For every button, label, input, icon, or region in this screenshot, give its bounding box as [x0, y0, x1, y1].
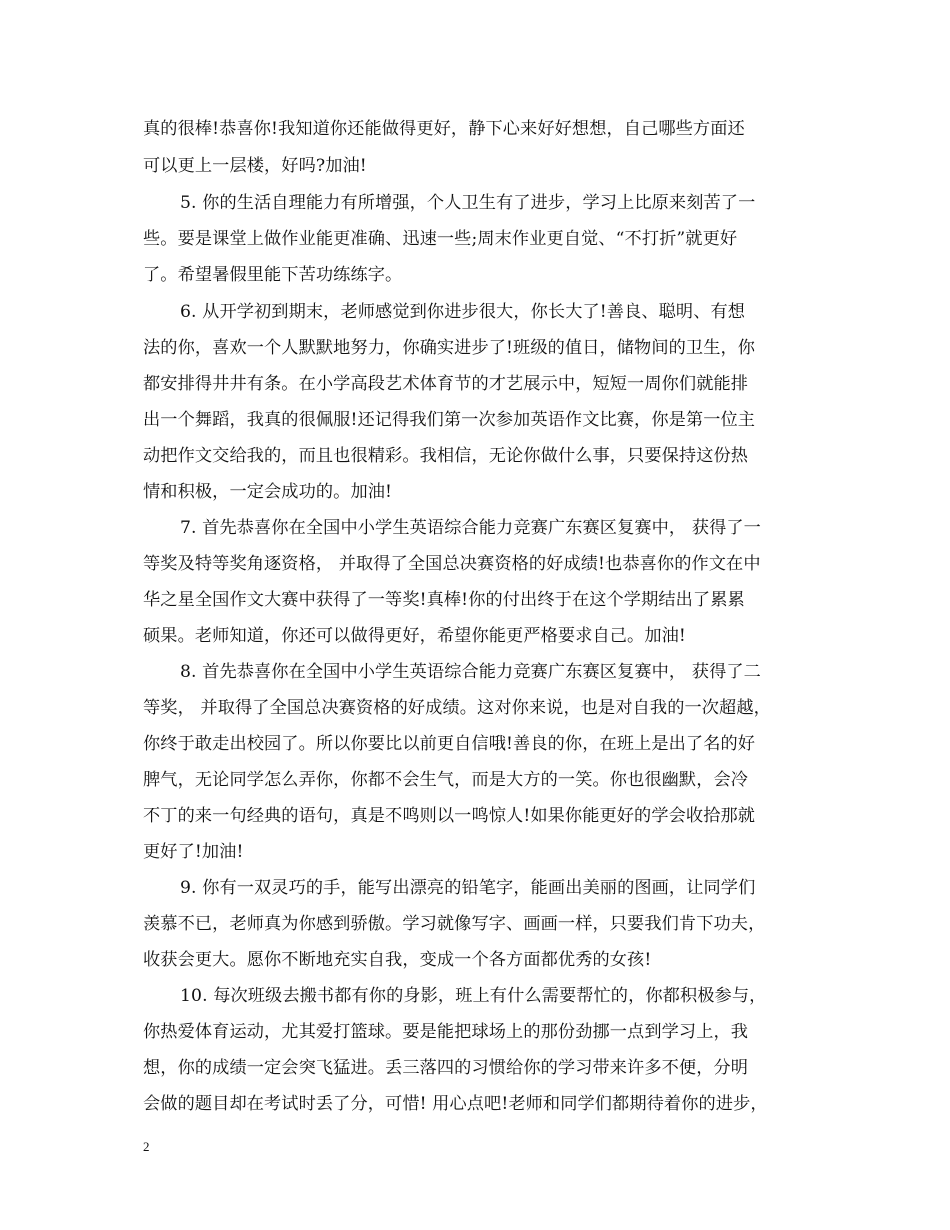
text-line: 硕果。老师知道，你还可以做得更好，希望你能更严格要求自己。加油! [143, 626, 686, 646]
text-line: 都安排得井井有条。在小学高段艺术体育节的才艺展示中，短短一周你们就能排 [143, 374, 749, 394]
text-line: 真的很棒!恭喜你!我知道你还能做得更好，静下心来好好想想，自己哪些方面还 [143, 119, 745, 139]
text-line: 你热爱体育运动，尤其爱打篮球。要是能把球场上的那份劲挪一点到学习上，我 [143, 1022, 749, 1042]
text-line: 不丁的来一句经典的语句，真是不鸣则以一鸣惊人!如果你能更好的学会收拾那就 [143, 806, 756, 826]
text-line: 可以更上一层楼，好吗?加油! [143, 156, 367, 176]
text-line: 你终于敢走出校园了。所以你要比以前更自信哦!善良的你，在班上是出了名的好 [143, 734, 756, 754]
page-number: 2 [143, 1139, 150, 1154]
text-line: 些。要是课堂上做作业能更准确、迅速一些;周末作业更自觉、“不打折”就更好 [143, 229, 738, 249]
text-line: 法的你，喜欢一个人默默地努力，你确实进步了!班级的值日，储物间的卫生，你 [143, 338, 756, 358]
paragraph-5-first-line: 5. 你的生活自理能力有所增强，个人卫生有了进步，学习上比原来刻苦了一 [180, 193, 756, 213]
text-line: 会做的题目却在考试时丢了分，可惜! 用心点吧!老师和同学们都期待着你的进步， [143, 1094, 768, 1114]
text-line: 羡慕不已，老师真为你感到骄傲。学习就像写字、画画一样，只要我们肯下功夫， [143, 914, 766, 934]
text-line: 更好了!加油! [143, 842, 244, 862]
text-line: 华之星全国作文大赛中获得了一等奖!真棒!你的付出终于在这个学期结出了累累 [143, 590, 745, 610]
paragraph-10-first-line: 10. 每次班级去搬书都有你的身影，班上有什么需要帮忙的，你都积极参与， [180, 986, 767, 1006]
text-line: 等奖， 并取得了全国总决赛资格的好成绩。这对你来说，也是对自我的一次超越， [143, 698, 771, 718]
text-line: 等奖及特等奖角逐资格， 并取得了全国总决赛资格的好成绩!也恭喜你的作文在中 [143, 554, 761, 574]
text-line: 了。希望暑假里能下苦功练练字。 [143, 265, 403, 285]
text-line: 出一个舞蹈，我真的很佩服!还记得我们第一次参加英语作文比赛，你是第一位主 [143, 410, 756, 430]
text-line: 脾气，无论同学怎么弄你，你都不会生气，而是大方的一笑。你也很幽默，会冷 [143, 770, 749, 790]
paragraph-6-first-line: 6. 从开学初到期末，老师感觉到你进步很大，你长大了!善良、聪明、有想 [180, 302, 746, 322]
paragraph-9-first-line: 9. 你有一双灵巧的手，能写出漂亮的铅笔字，能画出美丽的图画，让同学们 [180, 878, 756, 898]
text-line: 动把作文交给我的，而且也很精彩。我相信，无论你做什么事，只要保持这份热 [143, 446, 749, 466]
paragraph-8-first-line: 8. 首先恭喜你在全国中小学生英语综合能力竞赛广东赛区复赛中， 获得了二 [180, 662, 761, 682]
text-line: 收获会更大。愿你不断地充实自我，变成一个各方面都优秀的女孩! [143, 950, 652, 970]
text-line: 情和积极，一定会成功的。加油! [143, 482, 393, 502]
paragraph-7-first-line: 7. 首先恭喜你在全国中小学生英语综合能力竞赛广东赛区复赛中， 获得了一 [180, 518, 761, 538]
text-line: 想，你的成绩一定会突飞猛进。丢三落四的习惯给你的学习带来许多不便，分明 [143, 1058, 749, 1078]
